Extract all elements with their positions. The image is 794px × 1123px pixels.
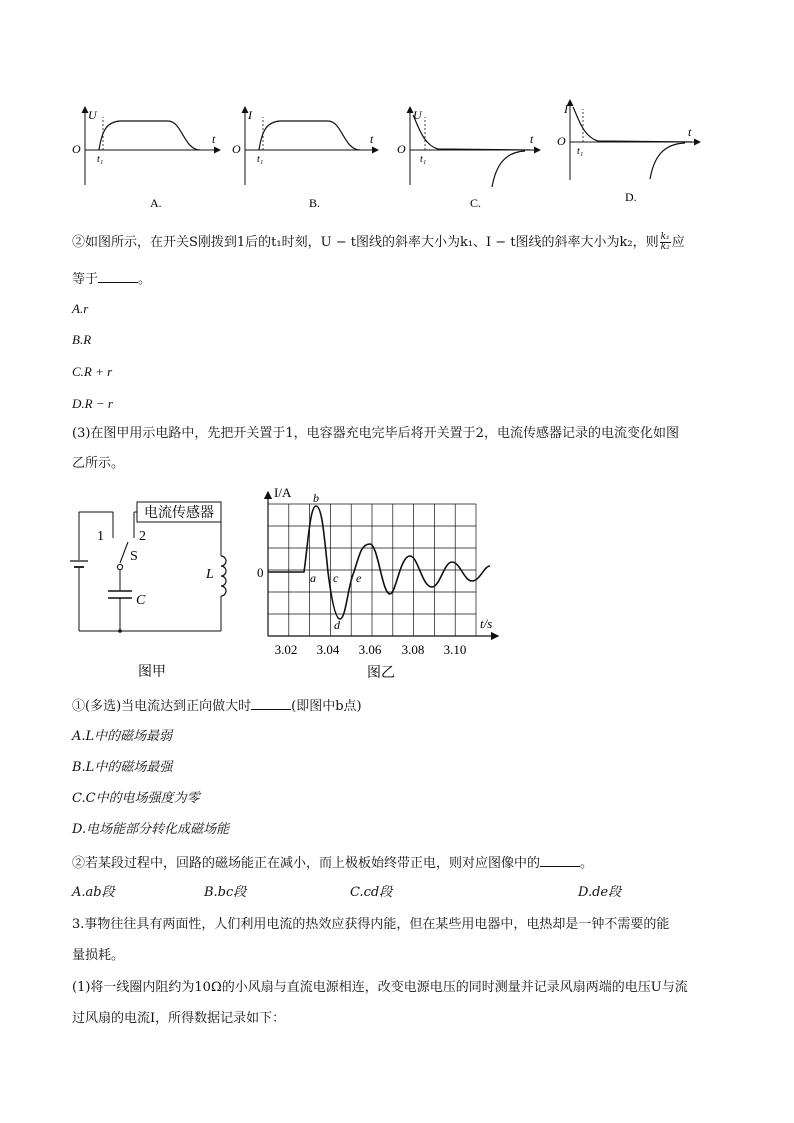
graph-a-caption: A. (150, 196, 162, 210)
q3-1-stem-end: (即图中b点) (291, 699, 362, 714)
graph-b (232, 107, 378, 210)
q3-2-option-b[interactable]: B.bc段 (204, 885, 247, 900)
circuit-caption: 图甲 (138, 665, 166, 680)
q3-1-answer-blank[interactable] (251, 695, 291, 710)
q2-frac-num: k₁ (660, 232, 670, 242)
q3-2-stem-end: 。 (580, 856, 594, 871)
graph-a (72, 107, 220, 210)
q2-answer-blank[interactable] (98, 268, 138, 283)
point-b-label: b (313, 491, 319, 505)
q4-line3: (1)将一线圈内阻约为10Ω的小风扇与直流电源相连，改变电源电压的同时测量并记录风扇两端的电压U与流 (72, 980, 688, 995)
graph-d-xlabel: t (688, 125, 692, 139)
waveform-zero: 0 (257, 565, 264, 580)
graph-c-origin: O (397, 142, 406, 156)
switch-pos-2: 2 (139, 529, 146, 544)
inductor-label: L (206, 567, 214, 582)
point-a-label: a (310, 571, 316, 585)
x-tick-310: 3.10 (443, 642, 467, 657)
q2-fraction (660, 233, 671, 252)
q3-2-answer-blank[interactable] (540, 852, 580, 867)
q2-option-a[interactable]: A.r (72, 301, 89, 316)
graph-d (557, 100, 700, 204)
graph-c-caption: C. (470, 196, 482, 210)
answer-graphs (60, 95, 720, 215)
current-sensor-label: 电流传感器 (144, 506, 214, 521)
q3-1-stem-text: ①(多选)当电流达到正向做大时 (72, 699, 252, 714)
q3-1-option-b[interactable]: B.L中的磁场最强 (72, 760, 173, 775)
q2-stem-text: ②如图所示，在开关S刚拨到1后的t₁时刻，U − t图线的斜率大小为k₁、I − t图线的斜率大小为k₂，则 (72, 235, 659, 250)
graph-d-origin: O (557, 134, 566, 148)
q3-1-stem (72, 695, 362, 717)
q3-2-stem-text: ②若某段过程中，回路的磁场能正在减小，而上极板始终带正电，则对应图像中的 (72, 856, 541, 871)
x-tick-302: 3.02 (274, 642, 298, 657)
graph-a-ylabel: U (88, 108, 97, 122)
point-c-label: c (333, 571, 339, 585)
graph-a-xlabel: t (212, 132, 216, 146)
switch-label: S (130, 549, 138, 564)
q2-line2-end: 。 (138, 272, 152, 287)
q4-line1: 3.事物往往具有两面性，人们利用电流的热效应获得内能，但在某些用电器中，电热却是一钟不需要的能 (72, 917, 670, 932)
q2-stem-line2 (72, 268, 151, 290)
inductor-coil (221, 556, 226, 596)
point-e-label: e (356, 571, 362, 585)
q2-option-b[interactable]: B.R (72, 332, 92, 347)
waveform-xlabel: t/s (480, 616, 493, 631)
q2-option-c[interactable]: C.R + r (72, 364, 113, 379)
q2-stem-end: 应 (671, 235, 685, 250)
q2-option-d[interactable]: D.R − r (72, 396, 113, 411)
q2-line2-text: 等于 (72, 272, 99, 287)
q3-1-option-c[interactable]: C.C中的电场强度为零 (72, 791, 200, 806)
current-waveform (250, 484, 510, 684)
x-tick-308: 3.08 (401, 642, 425, 657)
switch-pivot (117, 564, 122, 569)
graph-c-ylabel: U (413, 108, 422, 122)
graph-d-caption: D. (625, 190, 637, 204)
q3-2-stem (72, 852, 593, 874)
circuit-diagram (66, 498, 246, 683)
switch-pos-1: 1 (97, 529, 104, 544)
x-tick-304: 3.04 (316, 642, 340, 657)
q3-2-option-a[interactable]: A.ab段 (72, 885, 115, 900)
q3-2-option-d[interactable]: D.de段 (578, 885, 622, 900)
graph-b-tick: t₁ (257, 154, 264, 165)
graph-a-tick: t₁ (97, 154, 104, 165)
point-d-label: d (334, 618, 340, 632)
graph-a-origin: O (72, 142, 81, 156)
q3-1-option-d[interactable]: D.电场能部分转化成磁场能 (72, 822, 230, 837)
switch-blade (120, 542, 128, 563)
graph-b-origin: O (232, 142, 241, 156)
q3-2-option-c[interactable]: C.cd段 (350, 885, 393, 900)
q3-intro-line1: (3)在图甲用示电路中，先把开关置于1，电容器充电完毕后将开关置于2，电流传感器记录的电流变化如图 (72, 426, 679, 441)
graph-b-xlabel: t (370, 132, 374, 146)
capacitor-label: C (136, 593, 146, 608)
graph-d-ylabel: I (564, 102, 568, 116)
graph-c (397, 107, 540, 210)
q3-intro-line2: 乙所示。 (72, 456, 125, 471)
q3-1-option-a[interactable]: A.L中的磁场最弱 (72, 729, 173, 744)
q2-frac-den: k₂ (660, 242, 670, 252)
q2-stem (72, 233, 685, 253)
graph-c-xlabel: t (530, 132, 534, 146)
x-tick-306: 3.06 (358, 642, 382, 657)
waveform-ylabel: I/A (274, 485, 292, 500)
graph-c-tick: t₁ (420, 154, 427, 165)
graph-d-tick: t₁ (577, 146, 584, 157)
graph-b-ylabel: I (248, 108, 252, 122)
q4-line2: 量损耗。 (72, 948, 125, 963)
q4-line4: 过风扇的电流I，所得数据记录如下： (72, 1011, 286, 1026)
waveform-caption: 图乙 (367, 666, 395, 681)
graph-b-caption: B. (309, 196, 321, 210)
waveform-curve (268, 506, 490, 619)
